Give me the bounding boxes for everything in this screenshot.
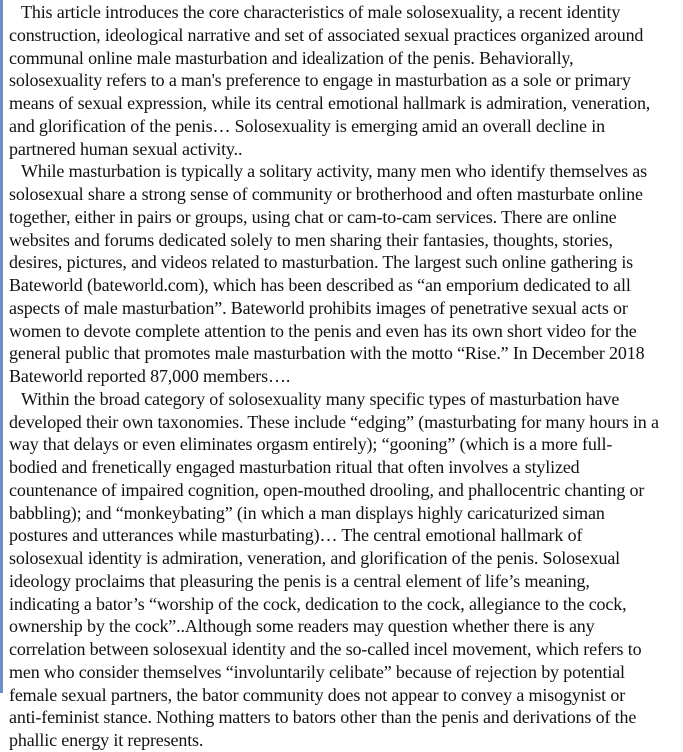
paragraph bbox=[9, 388, 683, 752]
text-line: men who consider themselves “involuntarily celibate” because of rejection by potential bbox=[9, 661, 625, 682]
text-line: solosexual identity is admiration, veneration, and glorification of the penis. Solosexual bbox=[9, 548, 621, 568]
text-line: countenance of impaired cognition, open-mouthed drooling, and phallocentric chanting or bbox=[9, 479, 645, 500]
text-line: general public that promotes male masturbation with the motto “Rise.” In December 2018 bbox=[9, 343, 645, 364]
text-line: correlation between solosexual identity and the so-called incel movement, which refers to bbox=[9, 639, 642, 659]
document-body bbox=[9, 1, 683, 752]
text-line: and glorification of the penis… Solosexuality is emerging amid an overall decline in bbox=[9, 115, 605, 136]
text-line: desires, pictures, and videos related to masturbation. The largest such online gathering is bbox=[9, 252, 634, 273]
text-line: ideology proclaims that pleasuring the penis is a central element of life’s meaning, bbox=[9, 570, 590, 591]
text-line: Within the broad category of solosexuality many specific types of masturbation have bbox=[21, 388, 620, 409]
text-line: This article introduces the core characteristics of male solosexuality, a recent identity bbox=[21, 2, 621, 22]
text-line: developed their own taxonomies. These include “edging” (masturbating for many hours in a bbox=[9, 411, 659, 432]
paragraph bbox=[9, 1, 683, 160]
text-line: women to devote complete attention to the penis and even has its own short video for the bbox=[9, 320, 637, 341]
text-line: means of sexual expression, while its central emotional hallmark is admiration, veneration, bbox=[9, 93, 651, 113]
text-line: construction, ideological narrative and set of associated sexual practices organized around bbox=[9, 24, 644, 45]
paragraph bbox=[9, 160, 683, 388]
text-line: female sexual partners, the bator community does not appear to convey a misogynist or bbox=[9, 684, 626, 705]
text-line: phallic energy it represents. bbox=[9, 730, 204, 750]
text-line: Bateworld reported 87,000 members…. bbox=[9, 366, 291, 386]
text-line: together, either in pairs or groups, using chat or cam-to-cam services. There are online bbox=[9, 206, 617, 227]
text-line: way that delays or even eliminates orgasm entirely); “gooning” (which is a more full- bbox=[9, 434, 613, 455]
text-line: solosexual share a strong sense of community or brotherhood and often masturbate online bbox=[9, 184, 643, 204]
text-line: aspects of male masturbation”. Bateworld prohibits images of penetrative sexual acts or bbox=[9, 297, 628, 318]
text-line: communal online male masturbation and idealization of the penis. Behaviorally, bbox=[9, 47, 574, 68]
text-line: ownership by the cock”..Although some readers may question whether there is any bbox=[9, 616, 595, 637]
text-line: websites and forums dedicated solely to men sharing their fantasies, thoughts, stories, bbox=[9, 229, 613, 250]
text-line: anti-feminist stance. Nothing matters to bators other than the penis and derivations of the bbox=[9, 707, 637, 728]
text-line: indicating a bator’s “worship of the cock, dedication to the cock, allegiance to the cock, bbox=[9, 593, 627, 614]
text-line: postures and utterances while masturbating)… The central emotional hallmark of bbox=[9, 525, 583, 546]
text-line: Bateworld (bateworld.com), which has been described as “an emporium dedicated to all bbox=[9, 275, 631, 295]
text-line: partnered human sexual activity.. bbox=[9, 138, 243, 159]
text-line: bodied and frenetically engaged masturbation ritual that often involves a stylized bbox=[9, 457, 580, 477]
text-line: While masturbation is typically a solitary activity, many men who identify themselves as bbox=[21, 161, 647, 182]
text-line: solosexuality refers to a man's preference to engage in masturbation as a sole or primary bbox=[9, 70, 631, 91]
text-line: babbling); and “monkeybating” (in which a man displays highly caricaturized siman bbox=[9, 502, 605, 523]
